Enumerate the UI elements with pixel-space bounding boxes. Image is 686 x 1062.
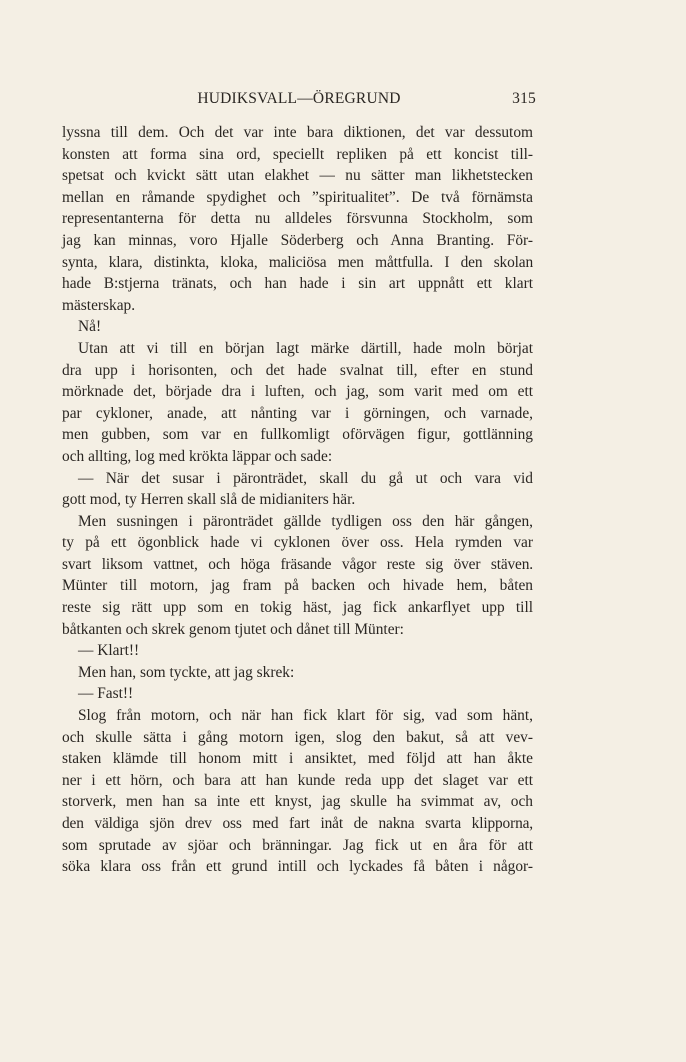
text-line: Utan att vi till en början lagt märke därtill, hade moln börjat <box>78 339 533 357</box>
text-line: ner i ett hörn, och bara att han kunde reda upp det slaget var ett <box>62 771 533 789</box>
text-line: mästerskap. <box>62 296 136 314</box>
text-line: — Fast!! <box>78 685 134 703</box>
text-line: — När det susar i päronträdet, skall du gå ut och vara vid <box>78 469 533 487</box>
text-line: Men susningen i päronträdet gällde tydligen oss den här gången, <box>78 512 533 530</box>
text-line: mörknade det, började dra i luften, och jag, som varit med om ett <box>62 383 533 401</box>
text-line: Nå! <box>78 318 102 336</box>
text-line: som sprutade av sjöar och bränningar. Jag fick ut en åra för att <box>62 836 533 854</box>
running-title: HUDIKSVALL—ÖREGRUND <box>197 90 401 107</box>
text-line: söka klara oss från ett grund intill och lyckades få båten i någor- <box>62 858 533 876</box>
text-line: storverk, men han sa inte ett knyst, jag skulle ha svimmat av, och <box>62 793 533 811</box>
text-line: den väldiga sjön drev oss med fart inåt de nakna svarta klipporna, <box>62 815 533 832</box>
text-line: gott mod, ty Herren skall slå de midianiters här. <box>62 491 356 509</box>
text-line: — Klart!! <box>78 642 140 660</box>
text-line: hade B:stjerna tränats, och han hade i sin art uppnått ett klart <box>62 275 533 293</box>
text-line: lyssna till dem. Och det var inte bara diktionen, det var dessutom <box>62 124 533 141</box>
text-line: mellan en råmande spydighet och ”spiritualitet”. De två förnämsta <box>62 188 533 206</box>
text-line: par cykloner, anade, att nånting var i görningen, och varnade, <box>62 404 533 422</box>
text-line: Men han, som tyckte, att jag skrek: <box>78 663 295 681</box>
text-line: staken klämde till honom mitt i ansiktet, med följd att han åkte <box>62 750 533 768</box>
text-line: Slog från motorn, och när han fick klart för sig, vad som hänt, <box>78 707 533 725</box>
text-line: och allting, log med krökta läppar och sade: <box>62 447 333 465</box>
text-line: och skulle sätta i gång motorn igen, slog den bakut, så att vev- <box>62 728 533 746</box>
body-text <box>62 122 533 878</box>
text-line: synta, klara, distinkta, kloka, maliciösa men måttfulla. I den skolan <box>62 253 533 271</box>
text-line: båtkanten och skrek genom tjutet och dånet till Münter: <box>62 620 404 638</box>
text-line: svart liksom vattnet, och höga fräsande vågor reste sig över stäven. <box>62 555 533 573</box>
text-line: jag kan minnas, voro Hjalle Söderberg och Anna Branting. För- <box>62 231 533 249</box>
text-line: spetsat och kvickt sätt utan elakhet — nu sätter man likhetstecken <box>62 167 533 185</box>
text-line: men gubben, som var en fullkomligt oförvägen figur, gottlänning <box>62 426 533 444</box>
text-line: reste sig rätt upp som en tokig häst, jag fick ankarflyet upp till <box>62 599 533 617</box>
text-line: dra upp i horisonten, och det hade svalnat till, efter en stund <box>62 361 533 379</box>
text-line: ty på ett ögonblick hade vi cyklonen över oss. Hela rymden var <box>62 534 533 552</box>
running-header <box>62 90 536 112</box>
text-line: konsten att forma sina ord, speciellt repliken på ett koncist till- <box>62 145 533 163</box>
page-number: 315 <box>512 90 536 107</box>
text-line: Münter till motorn, jag fram på backen och hivade hem, båten <box>62 577 533 595</box>
text-line: representanterna för detta nu alldeles försvunna Stockholm, som <box>62 210 533 228</box>
